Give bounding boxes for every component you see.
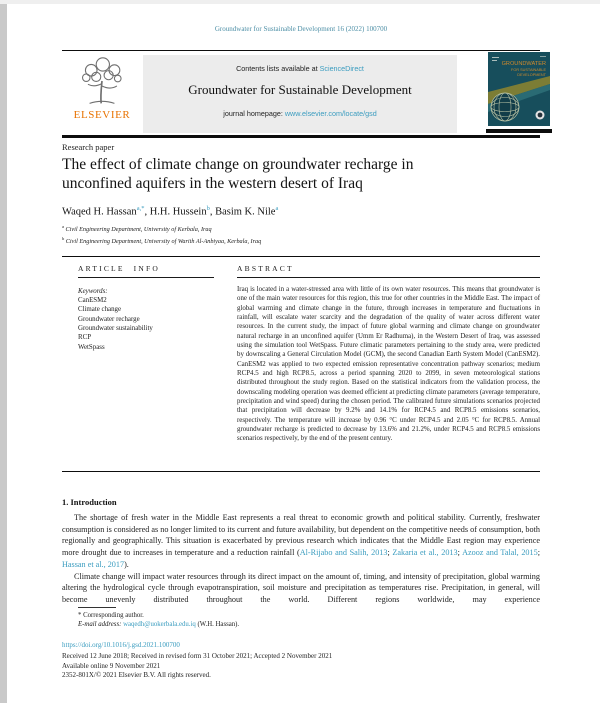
abstract-text: Iraq is located in a water-stressed area with little of its own water resources. This means that groundwater is one of the main water resources for this region, this true for other countries in the Middle East. The impact of global warming and climate change in the future, through increases in temperature and fluctuations in rainfall, will escalate water scarcity and the degradation of the quality of water across different water resources. In the current study, the impact of future global warming and climate change on groundwater natural recharge in an unconfined aquifer (Umm Er Radhuma), in the Western Desert of Iraq, was assessed using the simulation tool WetSpass. Future climatic parameters pertaining to the study area, were predicted by downscaling a General Circulation Model (GCM), the second Canadian Earth System Model (CanESM2). CanESM2 was applied to two expected emission representative concentration pathway scenarios; medium RCP4.5 and high RCP8.5, across a period spanning 2020 to 2099, in seven meteorological stations distributed throughout the study region. Based on the statistical indicators from the validation process, the downscaling modeling operation was deemed efficient at predicting climate parameters (average temperature, precipitation and wind speed) during the chosen period. The calibrated future simulations scenarios projected that precipitation will decrease by 9.2% and 14.1% for RCP4.5 and RCP8.5 emissions scenarios, respectively. The temperature will increase by 0.96 °C under RCP4.5 and 2.05 °C for RCP8.5. Annual groundwater recharge is predicted to decrease by 13.6% and 21.2%, under RCP4.5 and RCP8.5 emissions scenarios respectively, by the end of the present century. xyxy=(237,285,540,443)
elsevier-tree-icon xyxy=(64,54,140,108)
masthead-bottom-rule xyxy=(62,135,540,138)
author-2: H.H. Hussein xyxy=(149,206,207,218)
sciencedirect-link[interactable]: ScienceDirect xyxy=(319,64,364,73)
journal-citation-header: Groundwater for Sustainable Development 16 (2022) 100700 xyxy=(214,25,388,33)
cover-title-line1: GROUNDWATER xyxy=(501,61,546,67)
article-info-heading-rule xyxy=(78,277,214,278)
contents-line xyxy=(143,64,457,73)
article-info-column xyxy=(78,264,214,352)
info-top-rule xyxy=(62,256,540,257)
affiliation-b xyxy=(62,235,540,247)
masthead-box xyxy=(143,55,457,133)
author-separator: , xyxy=(144,206,150,218)
email-note xyxy=(78,621,239,628)
email-label: E-mail address: xyxy=(78,621,122,628)
title-line-1: The effect of climate change on groundwater recharge in xyxy=(62,156,414,173)
citation-link[interactable]: Hassan et al., 2017 xyxy=(62,559,125,569)
affiliation-b-text: Civil Engineering Department, University of Warith Al-Anbiyaa, Kerbala, Iraq xyxy=(64,237,262,245)
viewer-background-left xyxy=(0,0,7,703)
keyword: WetSpass xyxy=(78,343,105,351)
author-2-affiliation-mark[interactable]: b xyxy=(206,205,210,212)
article-info-heading: ARTICLE INFO xyxy=(78,264,160,273)
introduction-body xyxy=(62,512,540,606)
keyword: RCP xyxy=(78,334,92,342)
masthead-journal-title: Groundwater for Sustainable Development xyxy=(188,82,412,97)
citation-link[interactable]: Zakaria et al., 2013 xyxy=(392,548,458,558)
homepage-prefix: journal homepage: xyxy=(223,109,285,118)
affiliation-a xyxy=(62,223,540,235)
contents-prefix: Contents lists available at xyxy=(236,64,320,73)
author-3-affiliation-mark[interactable]: a xyxy=(275,205,279,212)
elsevier-logo xyxy=(64,54,140,132)
citation-link[interactable]: Al-Rijabo and Salih, 2013 xyxy=(299,548,388,558)
abstract-heading-rule xyxy=(237,277,540,278)
info-bottom-rule xyxy=(62,471,540,472)
received-dates: Received 12 June 2018; Received in revised form 31 October 2021; Accepted 2 November 2021 xyxy=(62,652,333,660)
cover-title-line3: DEVELOPMENT xyxy=(517,73,546,77)
author-1: Waqed H. Hassan xyxy=(62,206,137,218)
affiliation-b-mark: b xyxy=(62,235,65,241)
author-3: Basim K. Nile xyxy=(215,206,276,218)
article-type-label: Research paper xyxy=(62,142,115,152)
keyword: Groundwater sustainability xyxy=(78,325,153,333)
citation-separator: ; xyxy=(537,548,540,558)
keywords-label: Keywords: xyxy=(78,287,108,295)
globe-icon xyxy=(491,93,519,121)
keyword: Groundwater recharge xyxy=(78,315,140,323)
affiliation-a-text: Civil Engineering Department, University of Kerbala, Iraq xyxy=(64,226,212,234)
corresponding-author-note: * Corresponding author. xyxy=(78,612,144,619)
intro-p1-text: The shortage of fresh water in the Middle East represents a real threat to economic growth and political stability. Currently, freshwater consumption is considered as no longer limited to its current and future availability, but dependent on the competitive needs of consumption, both regionally and geographically. This situation is exacerbated by previous research which indicates that the Middle East region may experience more drought due to increases in temperature and a reduction rainfall ( xyxy=(62,513,540,558)
journal-cover-thumbnail xyxy=(488,52,550,126)
email-link[interactable]: waqedh@uokerbala.edu.iq xyxy=(123,621,196,628)
abstract-column xyxy=(237,264,540,444)
section-heading-introduction: 1. Introduction xyxy=(62,497,117,507)
keyword: CanESM2 xyxy=(78,297,107,305)
doi-link[interactable]: https://doi.org/10.1016/j.gsd.2021.100700 xyxy=(62,641,180,649)
cover-title-line2: FOR SUSTAINABLE xyxy=(511,68,546,72)
author-separator: , xyxy=(209,206,216,218)
email-suffix: (W.H. Hassan). xyxy=(195,621,240,628)
author-list xyxy=(62,205,540,218)
affiliation-a-mark: a xyxy=(62,224,64,229)
citation-separator: ; xyxy=(387,548,393,558)
page-title xyxy=(62,155,540,193)
title-line-2: unconfined aquifers in the western desert of Iraq xyxy=(62,175,363,192)
citation-link[interactable]: Azooz and Talal, 2015 xyxy=(462,548,538,558)
doi-line xyxy=(62,641,180,649)
citation-separator: ; xyxy=(457,548,463,558)
affiliations xyxy=(62,223,540,246)
citation-close: ). xyxy=(124,559,129,569)
available-online: Available online 9 November 2021 xyxy=(62,662,161,670)
issn-copyright: 2352-801X/© 2021 Elsevier B.V. All rights reserved. xyxy=(62,671,211,679)
pdf-page xyxy=(7,4,600,703)
author-1-affiliation-mark[interactable]: a,* xyxy=(136,205,145,212)
footnote-rule xyxy=(78,607,116,608)
intro-paragraph-2: Climate change will impact water resources through its direct impact on the amount of, timing, and intensity of precipitation, global warming altering the hydrological cycle through evapotranspiration, soil moisture and precipitation as temperatures rise. Precipitation, in general, will become unevenly distributed throughout the world. Different regions worldwide, may experience xyxy=(62,571,540,604)
intro-paragraph-1 xyxy=(62,512,540,571)
abstract-heading: ABSTRACT xyxy=(237,264,294,273)
journal-homepage-link[interactable]: www.elsevier.com/locate/gsd xyxy=(284,109,377,118)
homepage-line xyxy=(143,109,457,118)
keyword: Climate change xyxy=(78,306,122,314)
header-rule xyxy=(62,50,540,51)
elsevier-wordmark: ELSEVIER xyxy=(73,109,131,121)
cover-base-bar xyxy=(486,129,552,133)
